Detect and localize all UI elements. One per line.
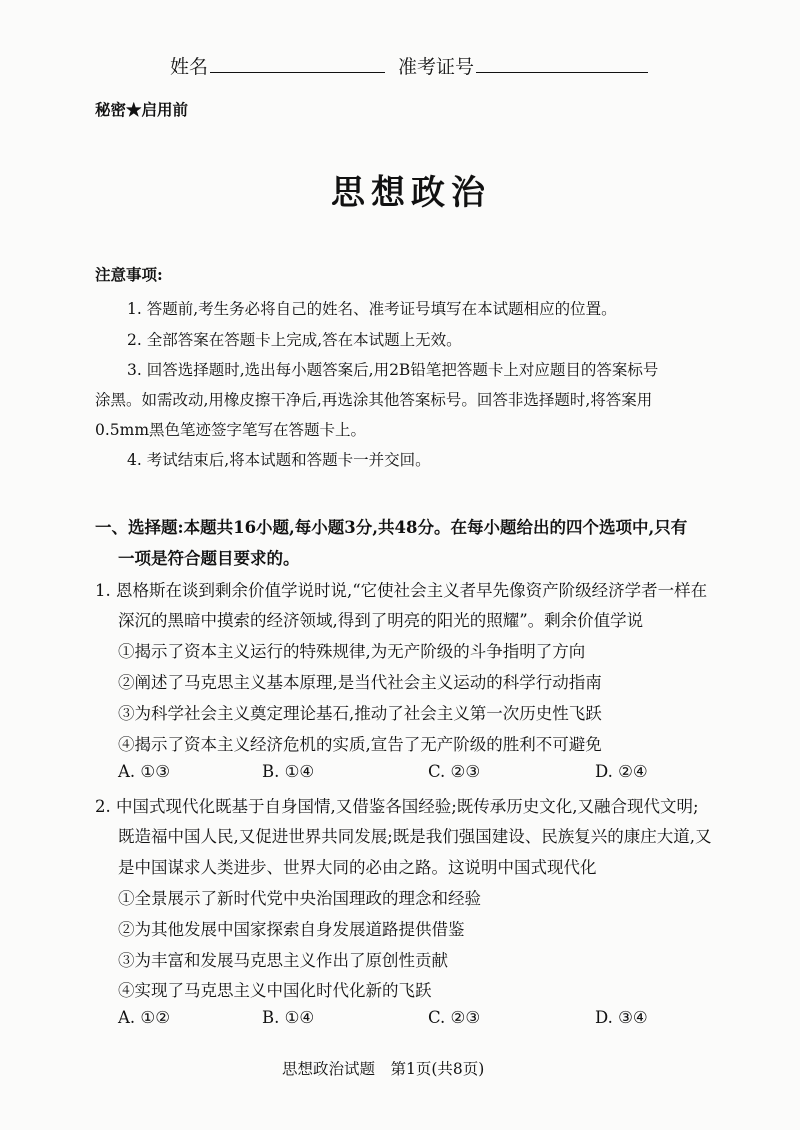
exam-id-field[interactable] bbox=[398, 52, 648, 79]
question-option: ①全景展示了新时代党中央治国理政的理念和经验 bbox=[118, 889, 481, 908]
answer-choice-a[interactable]: A. ①② bbox=[118, 1008, 170, 1027]
name-field[interactable] bbox=[170, 52, 385, 79]
notice-line: 1. 答题前,考生务必将自己的姓名、准考证号填写在本试题相应的位置。 bbox=[127, 300, 617, 318]
notice-line: 涂黑。如需改动,用橡皮擦干净后,再选涂其他答案标号。回答非选择题时,将答案用 bbox=[95, 391, 653, 409]
question-stem: 是中国谋求人类进步、世界大同的必由之路。这说明中国式现代化 bbox=[118, 858, 597, 877]
question-stem: 既造福中国人民,又促进世界共同发展;既是我们强国建设、民族复兴的康庄大道,又 bbox=[118, 827, 712, 846]
confidential-mark: 秘密★启用前 bbox=[95, 100, 189, 119]
answer-choice-d[interactable]: D. ②④ bbox=[595, 762, 648, 781]
section-heading-cont: 一项是符合题目要求的。 bbox=[118, 549, 300, 568]
notice-line: 0.5mm黑色笔迹签字笔写在答题卡上。 bbox=[95, 421, 367, 439]
question-option: ④实现了马克思主义中国化时代化新的飞跃 bbox=[118, 981, 432, 1000]
notice-line: 4. 考试结束后,将本试题和答题卡一并交回。 bbox=[127, 451, 431, 469]
answer-choice-b[interactable]: B. ①④ bbox=[262, 762, 315, 781]
answer-choice-c[interactable]: C. ②③ bbox=[428, 762, 481, 781]
section-heading: 一、选择题:本题共16小题,每小题3分,共48分。在每小题给出的四个选项中,只有 bbox=[95, 518, 688, 537]
page-title: 思想政治 bbox=[331, 173, 491, 213]
question-stem: 深沉的黑暗中摸索的经济领域,得到了明亮的阳光的照耀”。剩余价值学说 bbox=[118, 611, 644, 630]
question-option: ③为丰富和发展马克思主义作出了原创性贡献 bbox=[118, 951, 448, 970]
name-blank[interactable] bbox=[210, 53, 385, 73]
notice-line: 2. 全部答案在答题卡上完成,答在本试题上无效。 bbox=[127, 331, 462, 349]
exam-id-blank[interactable] bbox=[476, 53, 648, 73]
answer-choice-a[interactable]: A. ①③ bbox=[118, 762, 170, 781]
notice-line: 3. 回答选择题时,选出每小题答案后,用2B铅笔把答题卡上对应题目的答案标号 bbox=[127, 361, 659, 379]
question-option: ①揭示了资本主义运行的特殊规律,为无产阶级的斗争指明了方向 bbox=[118, 642, 586, 661]
exam-id-label: 准考证号 bbox=[398, 56, 475, 78]
notice-heading: 注意事项: bbox=[95, 265, 163, 284]
answer-choice-d[interactable]: D. ③④ bbox=[595, 1008, 648, 1027]
question-stem: 2. 中国式现代化既基于自身国情,又借鉴各国经验;既传承历史文化,又融合现代文明; bbox=[95, 797, 699, 816]
question-stem: 1. 恩格斯在谈到剩余价值学说时说,“它使社会主义者早先像资产阶级经济学者一样在 bbox=[95, 581, 708, 600]
question-option: ②阐述了马克思主义基本原理,是当代社会主义运动的科学行动指南 bbox=[118, 673, 602, 692]
question-option: ④揭示了资本主义经济危机的实质,宣告了无产阶级的胜利不可避免 bbox=[118, 735, 602, 754]
answer-choice-c[interactable]: C. ②③ bbox=[428, 1008, 481, 1027]
question-option: ②为其他发展中国家探索自身发展道路提供借鉴 bbox=[118, 920, 465, 939]
name-label: 姓名 bbox=[170, 56, 209, 78]
question-option: ③为科学社会主义奠定理论基石,推动了社会主义第一次历史性飞跃 bbox=[118, 704, 602, 723]
page-footer: 思想政治试题 第1页(共8页) bbox=[282, 1060, 485, 1078]
answer-choice-b[interactable]: B. ①④ bbox=[262, 1008, 315, 1027]
